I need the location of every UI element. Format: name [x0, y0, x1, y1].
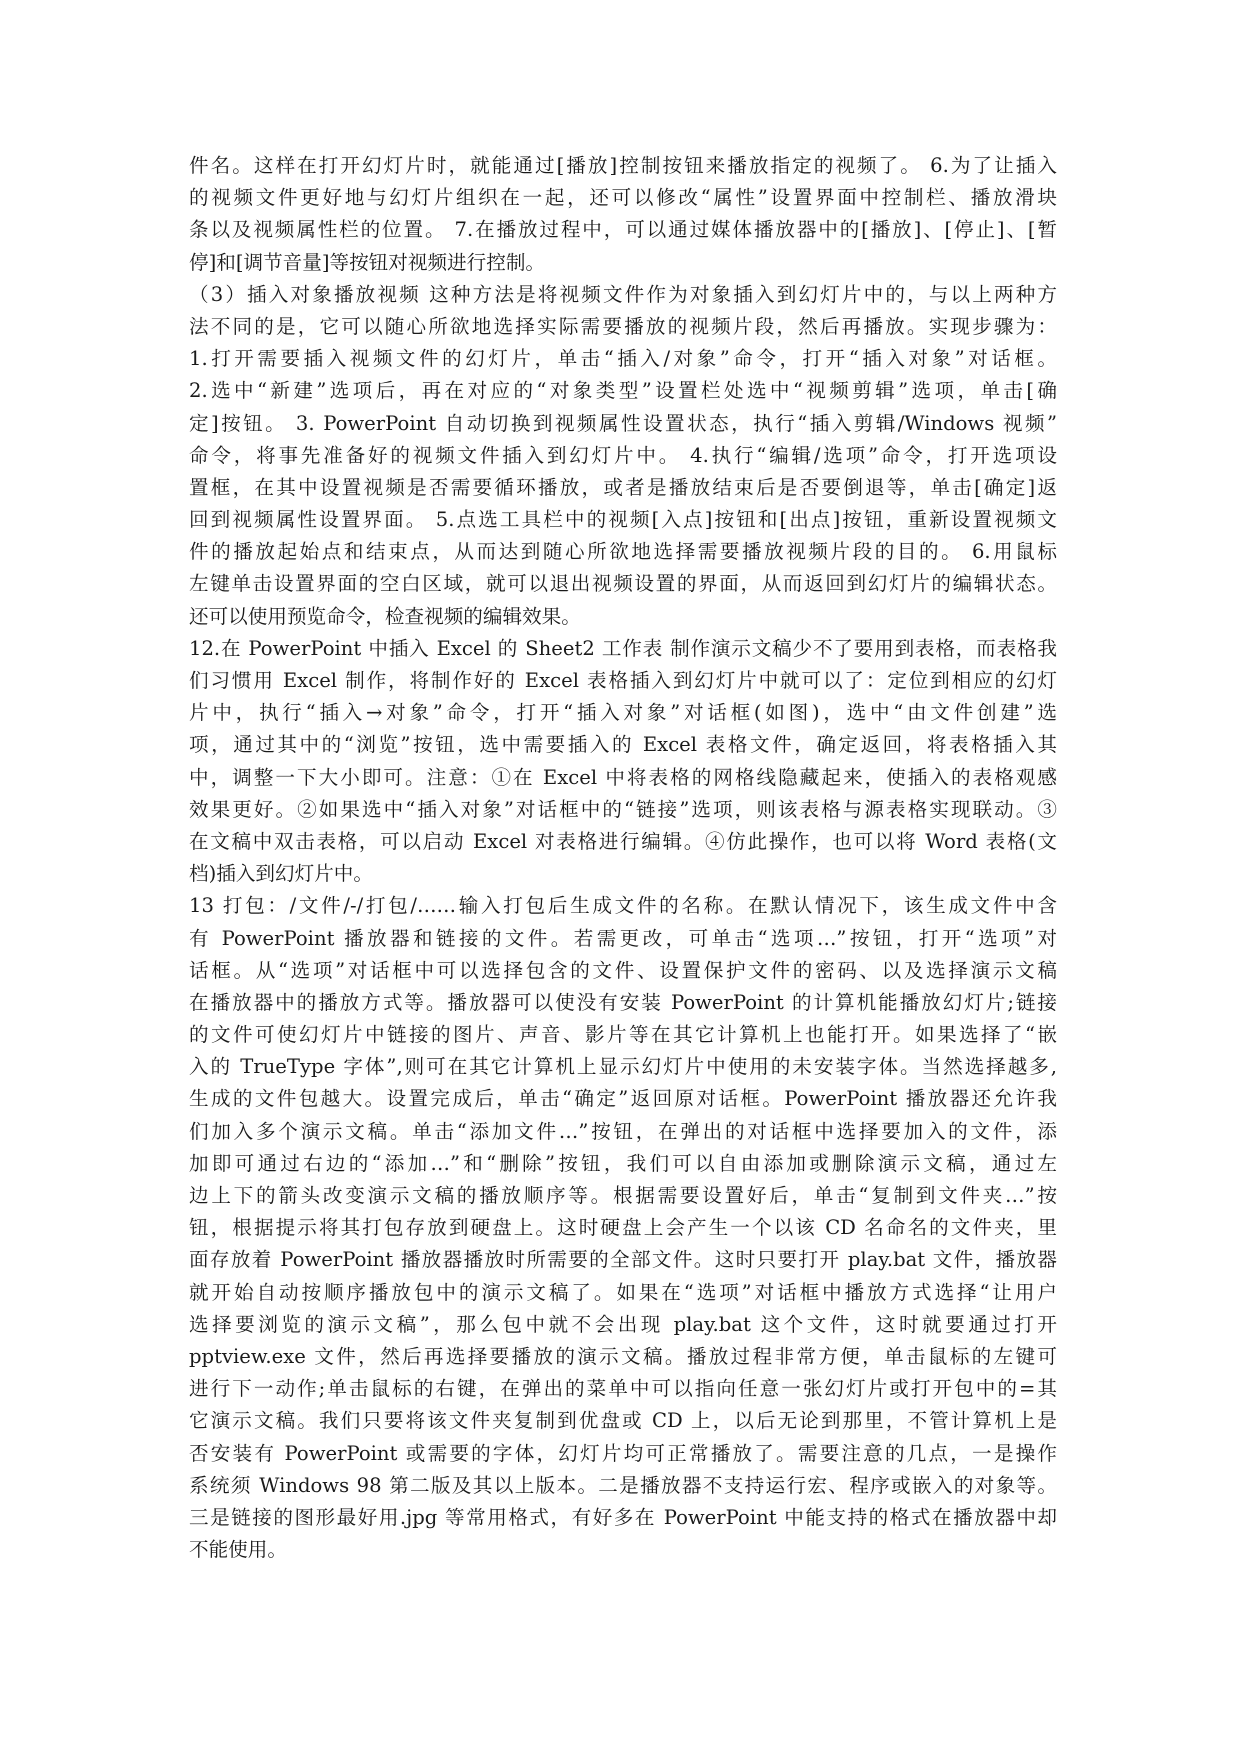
- text-line: 13 打包：/文件/-/打包/……输入打包后生成文件的名称。在默认情况下，该生成文件中含: [189, 894, 1057, 918]
- text-line: 的视频文件更好地与幻灯片组织在一起，还可以修改“属性”设置界面中控制栏、播放滑块: [189, 186, 1057, 210]
- text-line: 就开始自动按顺序播放包中的演示文稿了。如果在“选项”对话框中播放方式选择“让用户: [189, 1280, 1057, 1304]
- text-line: 项，通过其中的“浏览”按钮，选中需要插入的 Excel 表格文件，确定返回，将表格插入其: [189, 733, 1057, 757]
- text-line: 置框，在其中设置视频是否需要循环播放，或者是播放结束后是否要倒退等，单击[确定]返: [189, 475, 1057, 499]
- paragraph-insert-excel: [189, 633, 1057, 891]
- text-line: 加即可通过右边的“添加…”和“删除”按钮，我们可以自由添加或删除演示文稿，通过左: [189, 1151, 1057, 1175]
- text-line: 定]按钮。 3. PowerPoint 自动切换到视频属性设置状态，执行“插入剪辑/Windows 视频”: [189, 411, 1057, 435]
- text-line: （3）插入对象播放视频 这种方法是将视频文件作为对象插入到幻灯片中的，与以上两种方: [189, 282, 1057, 306]
- text-line: 们加入多个演示文稿。单击“添加文件…”按钮，在弹出的对话框中选择要加入的文件，添: [189, 1119, 1057, 1143]
- text-line: 有 PowerPoint 播放器和链接的文件。若需更改，可单击“选项…”按钮，打开“选项”对: [189, 926, 1057, 950]
- text-line: 件的播放起始点和结束点，从而达到随心所欲地选择需要播放视频片段的目的。 6.用鼠标: [189, 540, 1057, 564]
- text-line: 系统须 Windows 98 第二版及其以上版本。二是播放器不支持运行宏、程序或嵌入的对象等。: [189, 1473, 1057, 1497]
- text-line: 2.选中“新建”选项后，再在对应的“对象类型”设置栏处选中“视频剪辑”选项，单击[确: [189, 379, 1057, 403]
- text-line: 在播放器中的播放方式等。播放器可以使没有安装 PowerPoint 的计算机能播放幻灯片;链接: [189, 990, 1057, 1014]
- text-line: 在文稿中双击表格，可以启动 Excel 对表格进行编辑。④仿此操作，也可以将 Word 表格(文: [189, 829, 1057, 853]
- text-line: pptview.exe 文件，然后再选择要播放的演示文稿。播放过程非常方便，单击鼠标的左键可: [189, 1344, 1057, 1368]
- text-line: 选择要浏览的演示文稿”，那么包中就不会出现 play.bat 这个文件，这时就要通过打开: [189, 1312, 1057, 1336]
- text-line: 们习惯用 Excel 制作，将制作好的 Excel 表格插入到幻灯片中就可以了：定位到相应的幻灯: [189, 669, 1057, 692]
- paragraph-insert-object-video: [189, 279, 1057, 633]
- text-line: 钮，根据提示将其打包存放到硬盘上。这时硬盘上会产生一个以该 CD 名命名的文件夹，里: [189, 1216, 1057, 1240]
- text-line: 中，调整一下大小即可。注意：①在 Excel 中将表格的网格线隐藏起来，使插入的表格观感: [189, 765, 1057, 789]
- text-line: 法不同的是，它可以随心所欲地选择实际需要播放的视频片段，然后再播放。实现步骤为：: [189, 314, 1057, 338]
- text-line: 进行下一动作;单击鼠标的右键，在弹出的菜单中可以指向任意一张幻灯片或打开包中的=其: [189, 1377, 1057, 1401]
- text-line: 左键单击设置界面的空白区域，就可以退出视频设置的界面，从而返回到幻灯片的编辑状态。: [189, 572, 1057, 596]
- text-line: 面存放着 PowerPoint 播放器播放时所需要的全部文件。这时只要打开 play.bat 文件，播放器: [189, 1248, 1057, 1272]
- text-line: 1.打开需要插入视频文件的幻灯片，单击“插入/对象”命令，打开“插入对象”对话框。: [189, 347, 1057, 371]
- text-line: 的文件可使幻灯片中链接的图片、声音、影片等在其它计算机上也能打开。如果选择了“嵌: [189, 1023, 1057, 1047]
- text-line: 不能使用。: [189, 1538, 287, 1562]
- text-line: 边上下的箭头改变演示文稿的播放顺序等。根据需要设置好后，单击“复制到文件夹…”按: [189, 1184, 1057, 1207]
- text-line: 停]和[调节音量]等按钮对视频进行控制。: [189, 250, 546, 274]
- text-line: 件名。这样在打开幻灯片时，就能通过[播放]控制按钮来播放指定的视频了。 6.为了让插入: [189, 154, 1057, 177]
- paragraph-package: [189, 890, 1057, 1566]
- text-line: 档)插入到幻灯片中。: [189, 862, 373, 886]
- text-line: 生成的文件包越大。设置完成后，单击“确定”返回原对话框。PowerPoint 播放器还允许我: [189, 1087, 1057, 1111]
- text-line: 还可以使用预览命令，检查视频的编辑效果。: [189, 604, 581, 628]
- document-page: [189, 150, 1057, 1566]
- text-line: 12.在 PowerPoint 中插入 Excel 的 Sheet2 工作表 制作演示文稿少不了要用到表格，而表格我: [189, 636, 1057, 660]
- text-line: 否安装有 PowerPoint 或需要的字体，幻灯片均可正常播放了。需要注意的几点，一是操作: [189, 1441, 1057, 1465]
- text-line: 回到视频属性设置界面。 5.点选工具栏中的视频[入点]按钮和[出点]按钮，重新设置视频文: [189, 508, 1057, 532]
- paragraph-video-control: [189, 150, 1057, 279]
- text-line: 入的 TrueType 字体”,则可在其它计算机上显示幻灯片中使用的未安装字体。当然选择越多,: [189, 1055, 1057, 1079]
- text-line: 三是链接的图形最好用.jpg 等常用格式，有好多在 PowerPoint 中能支持的格式在播放器中却: [189, 1505, 1057, 1529]
- text-line: 话框。从“选项”对话框中可以选择包含的文件、设置保护文件的密码、以及选择演示文稿: [189, 958, 1057, 982]
- text-line: 效果更好。②如果选中“插入对象”对话框中的“链接”选项，则该表格与源表格实现联动。③: [189, 797, 1057, 821]
- text-line: 片中，执行“插入→对象”命令，打开“插入对象”对话框(如图)，选中“由文件创建”选: [189, 701, 1057, 725]
- text-line: 命令，将事先准备好的视频文件插入到幻灯片中。 4.执行“编辑/选项”命令，打开选项设: [189, 443, 1057, 467]
- text-line: 它演示文稿。我们只要将该文件夹复制到优盘或 CD 上，以后无论到那里，不管计算机上是: [189, 1409, 1057, 1433]
- text-line: 条以及视频属性栏的位置。 7.在播放过程中，可以通过媒体播放器中的[播放]、[停止]、[暂: [189, 218, 1057, 242]
